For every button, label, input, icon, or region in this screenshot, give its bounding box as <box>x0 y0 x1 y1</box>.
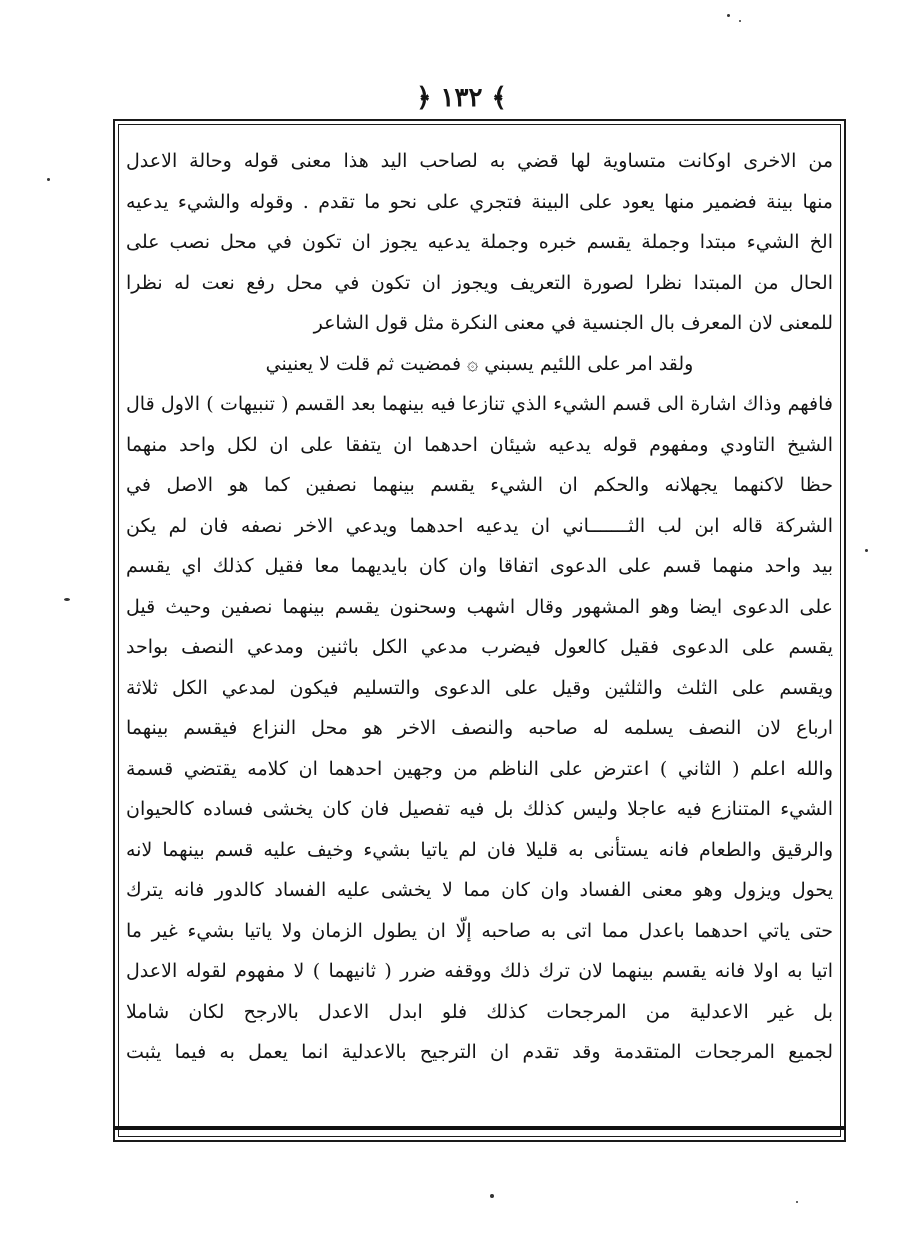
text-line: الشركة قاله ابن لب الثـــــــاني ان يدعيه احدهما ويدعي الاخر نصفه فان لم يكن <box>126 514 833 537</box>
text-line: الشيخ التاودي ومفهوم قوله يدعيه شيئان احدهما ان يتفقا على ان لكل واحد منهما <box>126 433 833 456</box>
text-line: للمعنى لان المعرف بال الجنسية في معنى النكرة مثل قول الشاعر <box>313 312 833 334</box>
text-line: لجميع المرجحات المتقدمة وقد تقدم ان الترجيح بالاعدلية انما يعمل به فيما يثبت <box>126 1041 833 1063</box>
scan-speck <box>739 20 741 22</box>
text-line: والله اعلم ( الثاني ) اعترض على الناظم من وجهين احدهما ان كلامه يقتضي قسمة <box>126 757 833 780</box>
text-line: من الاخرى اوكانت متساوية لها قضي به لصاحب اليد هذا معنى قوله وحالة الاعدل <box>126 150 833 172</box>
text-line: الحال من المبتدا نظرا لصورة التعريف ويجوز ان تكون في محل رفع نعت له نظرا <box>126 271 833 294</box>
text-line: يقسم على الدعوى فقيل كالعول فيضرب مدعي الكل باثنين ومدعي النصف بواحد <box>126 636 833 658</box>
scan-speck <box>64 598 70 601</box>
text-body <box>126 141 833 1073</box>
scan-speck <box>796 1201 798 1203</box>
text-line: بيد واحد منهما قسم على الدعوى اتفاقا وان كان بايديهما معا فقيل كذلك اي يقسم <box>126 555 833 577</box>
page-border-bottom-rule <box>113 1126 846 1130</box>
text-line: الخ الشيء مبتدا وجملة يقسم خبره وجملة يدعيه يجوز ان تكون في محل نصب على <box>126 231 833 253</box>
text-line: فافهم وذاك اشارة الى قسم الشيء الذي تنازعا فيه بينهما بعد القسم ( تنبيهات ) الاول قال <box>126 393 833 415</box>
text-line: بل غير الاعدلية من المرجحات كذلك فلو ابدل الاعدل بالارجح لكان شاملا <box>126 1000 833 1023</box>
scan-speck <box>490 1194 494 1198</box>
text-line: ارباع لان النصف يسلمه له صاحبه والنصف الاخر هو محل النزاع فيقسم بينهما <box>126 717 833 739</box>
text-line: يحول ويزول وهو معنى الفساد وان كان مما لا يخشى عليه الفساد كالدور فانه يترك <box>126 879 833 901</box>
text-line: اتيا به اولا فانه يقسم بينهما لان ترك ذلك ووقفه ضرر ( ثانيهما ) لا مفهوم لقوله الاعدل <box>126 960 833 982</box>
page-number: ﴿ ١٣٢ ﴾ <box>416 83 507 113</box>
scan-speck <box>727 14 730 17</box>
text-line: على الدعوى ايضا وهو المشهور وقال اشهب وسحنون يقسم بينهما نصفين وحيث قيل <box>126 595 833 618</box>
text-line: والرقيق والطعام فانه يستأنى به قليلا فان لم ياتيا بشيء وخيف عليه قسم بينهما لانه <box>126 838 833 861</box>
text-line: ويقسم على الثلث والثلثين وقيل على الدعوى والتسليم فيكون لمدعي الكل ثلاثة <box>126 676 833 699</box>
text-line: الشيء المتنازع فيه عاجلا وليس كذلك بل فيه تفصيل فان كان يخشى فساده كالحيوان <box>126 798 833 820</box>
scan-speck <box>47 178 50 181</box>
text-line: حتى ياتي احدهما باعدل مما اتى به صاحبه إلّا ان يطول الزمان ولا ياتيا بشيء غير ما <box>126 919 833 942</box>
text-line: منها بينة فضمير منها يعود على البينة فتجري على نحو ما تقدم . وقوله والشيء يدعيه <box>126 190 833 213</box>
poetry-verse: ولقد امر على اللئيم يسبني ۞ فمضيت ثم قلت لا يعنيني <box>265 352 694 375</box>
text-line: حظا لاكنهما يجهلانه والحكم ان الشيء يقسم بينهما نصفين كما هو الاصل في <box>126 474 833 496</box>
scan-speck <box>865 549 868 552</box>
